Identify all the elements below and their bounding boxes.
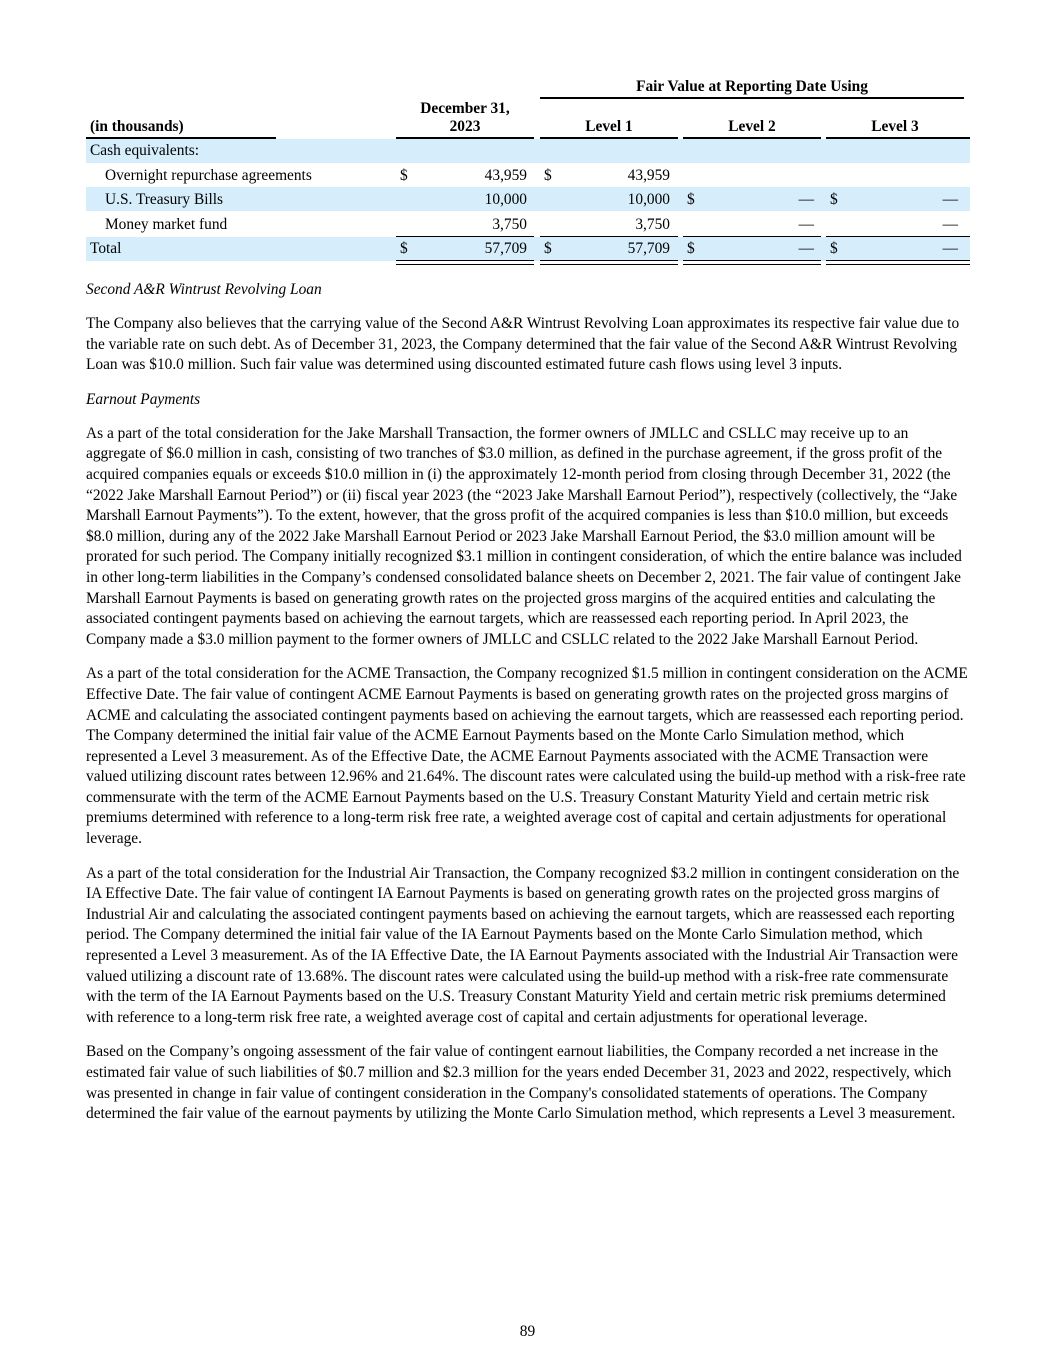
- total-level2: —: [798, 240, 814, 257]
- col-header-label: (in thousands): [90, 118, 184, 135]
- notes-body: [86, 280, 970, 1139]
- col-header-level2: Level 2: [728, 118, 776, 135]
- row-label: Money market fund: [105, 216, 228, 233]
- row-label: U.S. Treasury Bills: [105, 191, 224, 208]
- paragraph-earnout-acme: As a part of the total consideration for the ACME Transaction, the Company recognized $1.5 million in contingent consideration on the ACME Effective Date. The fair value of contingent ACME Earnout Payments is based on generating growth rates on the projected gross margins of ACME and calculating the associated contingent payments based on achieving the earnout targets, which are reassessed each reporting period. The Company determined the initial fair value of the ACME Earnout Payments based on the Monte Carlo Simulation method, which represented a Level 3 measurement. As of the Effective Date, the ACME Earnout Payments associated with the ACME Transaction were valued utilizing discount rates between 12.96% and 21.64%. The discount rates were calculated using the build-up method with a risk-free rate commensurate with the term of the ACME Earnout Payments based on the U.S. Treasury Constant Maturity Yield and certain metric risk premiums determined with reference to a long-term risk free rate, a weighted average cost of capital and certain adjustments for operational leverage.: [86, 665, 968, 848]
- page-number: 89: [519, 1323, 536, 1340]
- fair-value-table-container: [86, 72, 970, 267]
- value-date: 3,750: [492, 216, 527, 233]
- value-level2: —: [798, 216, 814, 233]
- paragraph-earnout-assessment: Based on the Company’s ongoing assessment of the fair value of contingent earnout liabilities, the Company recorded a net increase in the estimated fair value of such liabilities of $0.7 million and $2.3 million for the years ended December 31, 2023 and 2022, respectively, which was presented in change in fair value of contingent consideration in the Company's consolidated statements of operations. The Company determined the fair value of the earnout payments by utilizing the Monte Carlo Simulation method, which represents a Level 3 measurement.: [86, 1043, 956, 1123]
- currency-symbol: $: [544, 167, 552, 184]
- group-header-rule: [540, 97, 964, 99]
- currency-symbol: $: [400, 240, 408, 257]
- total-label: Total: [90, 240, 122, 257]
- col-header-level3: Level 3: [871, 118, 919, 135]
- value-level1: 3,750: [635, 216, 670, 233]
- total-double-rule-level3: [826, 260, 970, 265]
- group-header: Fair Value at Reporting Date Using: [636, 78, 868, 95]
- currency-symbol: $: [400, 167, 408, 184]
- total-double-rule-date: [396, 260, 534, 265]
- col-header-date-line1: December 31,: [420, 100, 510, 117]
- currency-symbol: $: [544, 240, 552, 257]
- value-level2: —: [798, 191, 814, 208]
- paragraph-earnout-industrial-air: As a part of the total consideration for the Industrial Air Transaction, the Company recognized $3.2 million in contingent consideration on the IA Effective Date. The fair value of contingent IA Earnout Payments is based on generating growth rates on the projected gross margins of Industrial Air and calculating the associated contingent payments based on achieving the earnout targets, which are reassessed each reporting period. The Company determined the initial fair value of the IA Earnout Payments based on the Monte Carlo Simulation method, which represented a Level 3 measurement. As of the IA Effective Date, the IA Earnout Payments associated with the Industrial Air Transaction were valued utilizing a discount rate of 13.68%. The discount rates were calculated using the build-up method with a risk-free rate commensurate with the term of the IA Earnout Payments based on the U.S. Treasury Constant Maturity Yield and certain metric risk premiums determined with reference to a long-term risk free rate, a weighted average cost of capital and certain adjustments for operational leverage.: [86, 864, 960, 1026]
- total-date: 57,709: [484, 240, 527, 257]
- paragraph-earnout-jake-marshall: As a part of the total consideration for the Jake Marshall Transaction, the former owners of JMLLC and CSLLC may receive up to an aggregate of $6.0 million in cash, consisting of two tranches of $3.0 million, as defined in the purchase agreement, if the gross profit of the acquired companies equals or exceeds $10.0 million in (i) the approximately 12-month period from closing through December 31, 2022 (the “2022 Jake Marshall Earnout Period”) or (ii) fiscal year 2023 (the “2023 Jake Marshall Earnout Period”), respectively (collectively, the “Jake Marshall Earnout Payments”). To the extent, however, that the gross profit of the acquired companies is less than $10.0 million, but exceeds $8.0 million, during any of the 2022 Jake Marshall Earnout Period or 2023 Jake Marshall Earnout Period, the $3.0 million amount will be prorated for such period. The Company initially recognized $3.1 million in contingent consideration, of which the entire balance was included in other long-term liabilities in the Company’s condensed consolidated balance sheets on December 2, 2021. The fair value of contingent Jake Marshall Earnout Payments is based on generating growth rates on the projected gross margins of the acquired entities and calculating the associated contingent payments based on achieving the earnout targets, which are reassessed each reporting period. In April 2023, the Company made a $3.0 million payment to the former owners of JMLLC and CSLLC related to the 2022 Jake Marshall Earnout Period.: [86, 424, 962, 648]
- total-double-rule-level1: [540, 260, 678, 265]
- row-label: Overnight repurchase agreements: [105, 167, 312, 184]
- fair-value-table: [86, 72, 970, 267]
- paragraph-wintrust: The Company also believes that the carrying value of the Second A&R Wintrust Revolving Loan approximates its respective fair value due to the variable rate on such debt. As of December 31, 2023, the Company determined that the fair value of the Second A&R Wintrust Revolving Loan was $10.0 million. Such fair value was determined using discounted estimated future cash flows using level 3 inputs.: [86, 315, 960, 374]
- section-heading-earnout: Earnout Payments: [86, 390, 201, 408]
- total-double-rule-level2: [683, 260, 821, 265]
- total-level1: 57,709: [627, 240, 670, 257]
- currency-symbol: $: [830, 191, 838, 208]
- section-label: Cash equivalents:: [90, 142, 199, 159]
- col-header-date-line2: 2023: [449, 118, 481, 135]
- value-level3: —: [942, 191, 958, 208]
- total-level3: —: [942, 240, 958, 257]
- col-header-level1: Level 1: [585, 118, 633, 135]
- value-date: 43,959: [484, 167, 527, 184]
- section-heading-wintrust: Second A&R Wintrust Revolving Loan: [86, 281, 322, 298]
- value-level3: —: [942, 216, 958, 233]
- value-level1: 43,959: [627, 167, 670, 184]
- row-band-section: [86, 139, 970, 163]
- value-level1: 10,000: [627, 191, 670, 208]
- currency-symbol: $: [830, 240, 838, 257]
- value-date: 10,000: [484, 191, 527, 208]
- currency-symbol: $: [687, 191, 695, 208]
- currency-symbol: $: [687, 240, 695, 257]
